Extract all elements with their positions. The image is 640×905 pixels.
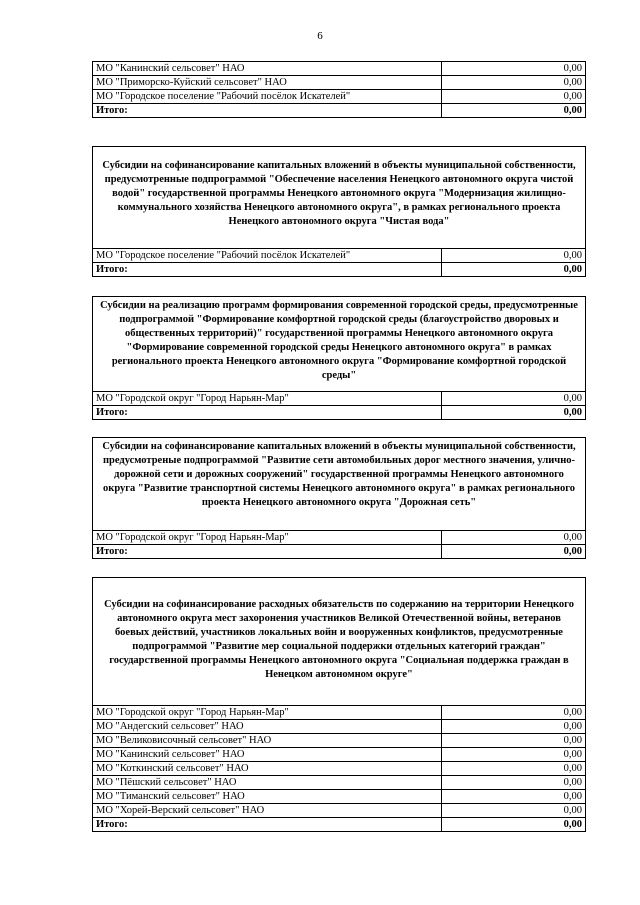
section-table xyxy=(92,248,586,277)
row-value: 0,00 xyxy=(442,706,586,720)
total-row xyxy=(93,263,586,277)
section-table xyxy=(92,530,586,559)
row-value: 0,00 xyxy=(442,748,586,762)
section-title: Субсидии на софинансирование капитальных вложений в объекты муниципальной собственности, предусмотренные подпрограммой "Обеспечение населения Ненецкого автономного округа чистой водой" государственной программы Ненецкого автономного округа "Модернизация жилищно-коммунального хозяйства Ненецкого автономного округа", в рамках регионального проекта Ненецкого автономного округа "Чистая вода" xyxy=(92,146,586,248)
section-block xyxy=(92,296,586,420)
total-row xyxy=(93,104,586,118)
row-value: 0,00 xyxy=(442,804,586,818)
table-row xyxy=(93,734,586,748)
total-label: Итого: xyxy=(93,406,442,420)
row-value: 0,00 xyxy=(442,776,586,790)
row-name: МО "Канинский сельсовет" НАО xyxy=(93,62,442,76)
page-number: 6 xyxy=(317,30,323,42)
row-value: 0,00 xyxy=(442,720,586,734)
top-table xyxy=(92,61,586,118)
table-row xyxy=(93,62,586,76)
section-table xyxy=(92,705,586,832)
row-name: МО "Хорей-Верский сельсовет" НАО xyxy=(93,804,442,818)
total-value: 0,00 xyxy=(442,406,586,420)
row-name: МО "Городское поселение "Рабочий посёлок Искателей" xyxy=(93,90,442,104)
total-value: 0,00 xyxy=(442,818,586,832)
row-name: МО "Тиманский сельсовет" НАО xyxy=(93,790,442,804)
row-value: 0,00 xyxy=(442,392,586,406)
row-name: МО "Приморско-Куйский сельсовет" НАО xyxy=(93,76,442,90)
row-name: МО "Городской округ "Город Нарьян-Мар" xyxy=(93,531,442,545)
row-name: МО "Городской округ "Город Нарьян-Мар" xyxy=(93,706,442,720)
total-label: Итого: xyxy=(93,104,442,118)
row-name: МО "Великовисочный сельсовет" НАО xyxy=(93,734,442,748)
table-row xyxy=(93,762,586,776)
row-value: 0,00 xyxy=(442,62,586,76)
section-table xyxy=(92,391,586,420)
total-row xyxy=(93,545,586,559)
section-title: Субсидии на реализацию программ формирования современной городской среды, предусмотренные подпрограммой "Формирование комфортной городской среды (благоустройство дворовых и общественных территорий)" государственной программы Ненецкого автономного округа "Формирование современной городской среды Ненецкого автономного округа" в рамках регионального проекта Ненецкого автономного округа "Формирование комфортной городской среды" xyxy=(92,296,586,391)
row-value: 0,00 xyxy=(442,90,586,104)
table-row xyxy=(93,249,586,263)
row-value: 0,00 xyxy=(442,790,586,804)
total-label: Итого: xyxy=(93,545,442,559)
top-table-block xyxy=(92,61,586,118)
row-value: 0,00 xyxy=(442,76,586,90)
section-title: Субсидии на софинансирование расходных обязательств по содержанию на территории Ненецкого автономного округа мест захоронения участников Великой Отечественной войны, ветеранов боевых действий, участников локальных войн и вооруженных конфликтов, предусмотренные подпрограммой "Развитие мер социальной поддержки отдельных категорий граждан" государственной программы Ненецкого автономного округа "Социальная поддержка граждан в Ненецком автономном округе" xyxy=(92,577,586,705)
table-row xyxy=(93,706,586,720)
row-name: МО "Пёшский сельсовет" НАО xyxy=(93,776,442,790)
row-name: МО "Канинский сельсовет" НАО xyxy=(93,748,442,762)
table-row xyxy=(93,804,586,818)
table-row xyxy=(93,531,586,545)
total-value: 0,00 xyxy=(442,263,586,277)
section-block xyxy=(92,577,586,832)
total-row xyxy=(93,818,586,832)
table-row xyxy=(93,76,586,90)
table-row xyxy=(93,720,586,734)
row-value: 0,00 xyxy=(442,249,586,263)
total-value: 0,00 xyxy=(442,545,586,559)
row-value: 0,00 xyxy=(442,762,586,776)
row-name: МО "Городское поселение "Рабочий посёлок Искателей" xyxy=(93,249,442,263)
total-label: Итого: xyxy=(93,263,442,277)
section-block xyxy=(92,146,586,277)
row-name: МО "Андегский сельсовет" НАО xyxy=(93,720,442,734)
row-name: МО "Коткинский сельсовет" НАО xyxy=(93,762,442,776)
table-row xyxy=(93,748,586,762)
row-value: 0,00 xyxy=(442,734,586,748)
section-title: Субсидии на софинансирование капитальных вложений в объекты муниципальной собственности, предусмотреные подпрограммой "Развитие сети автомобильных дорог местного значения, улично-дорожной сети и дорожных сооружений" государственной программы Ненецкого автономного округа "Развитие транспортной системы Ненецкого автономного округа" в рамках регионального проекта Ненецкого автономного округа "Дорожная сеть" xyxy=(92,437,586,530)
section-block xyxy=(92,437,586,559)
table-row xyxy=(93,790,586,804)
total-value: 0,00 xyxy=(442,104,586,118)
row-value: 0,00 xyxy=(442,531,586,545)
total-row xyxy=(93,406,586,420)
table-row xyxy=(93,776,586,790)
row-name: МО "Городской округ "Город Нарьян-Мар" xyxy=(93,392,442,406)
total-label: Итого: xyxy=(93,818,442,832)
table-row xyxy=(93,392,586,406)
table-row xyxy=(93,90,586,104)
